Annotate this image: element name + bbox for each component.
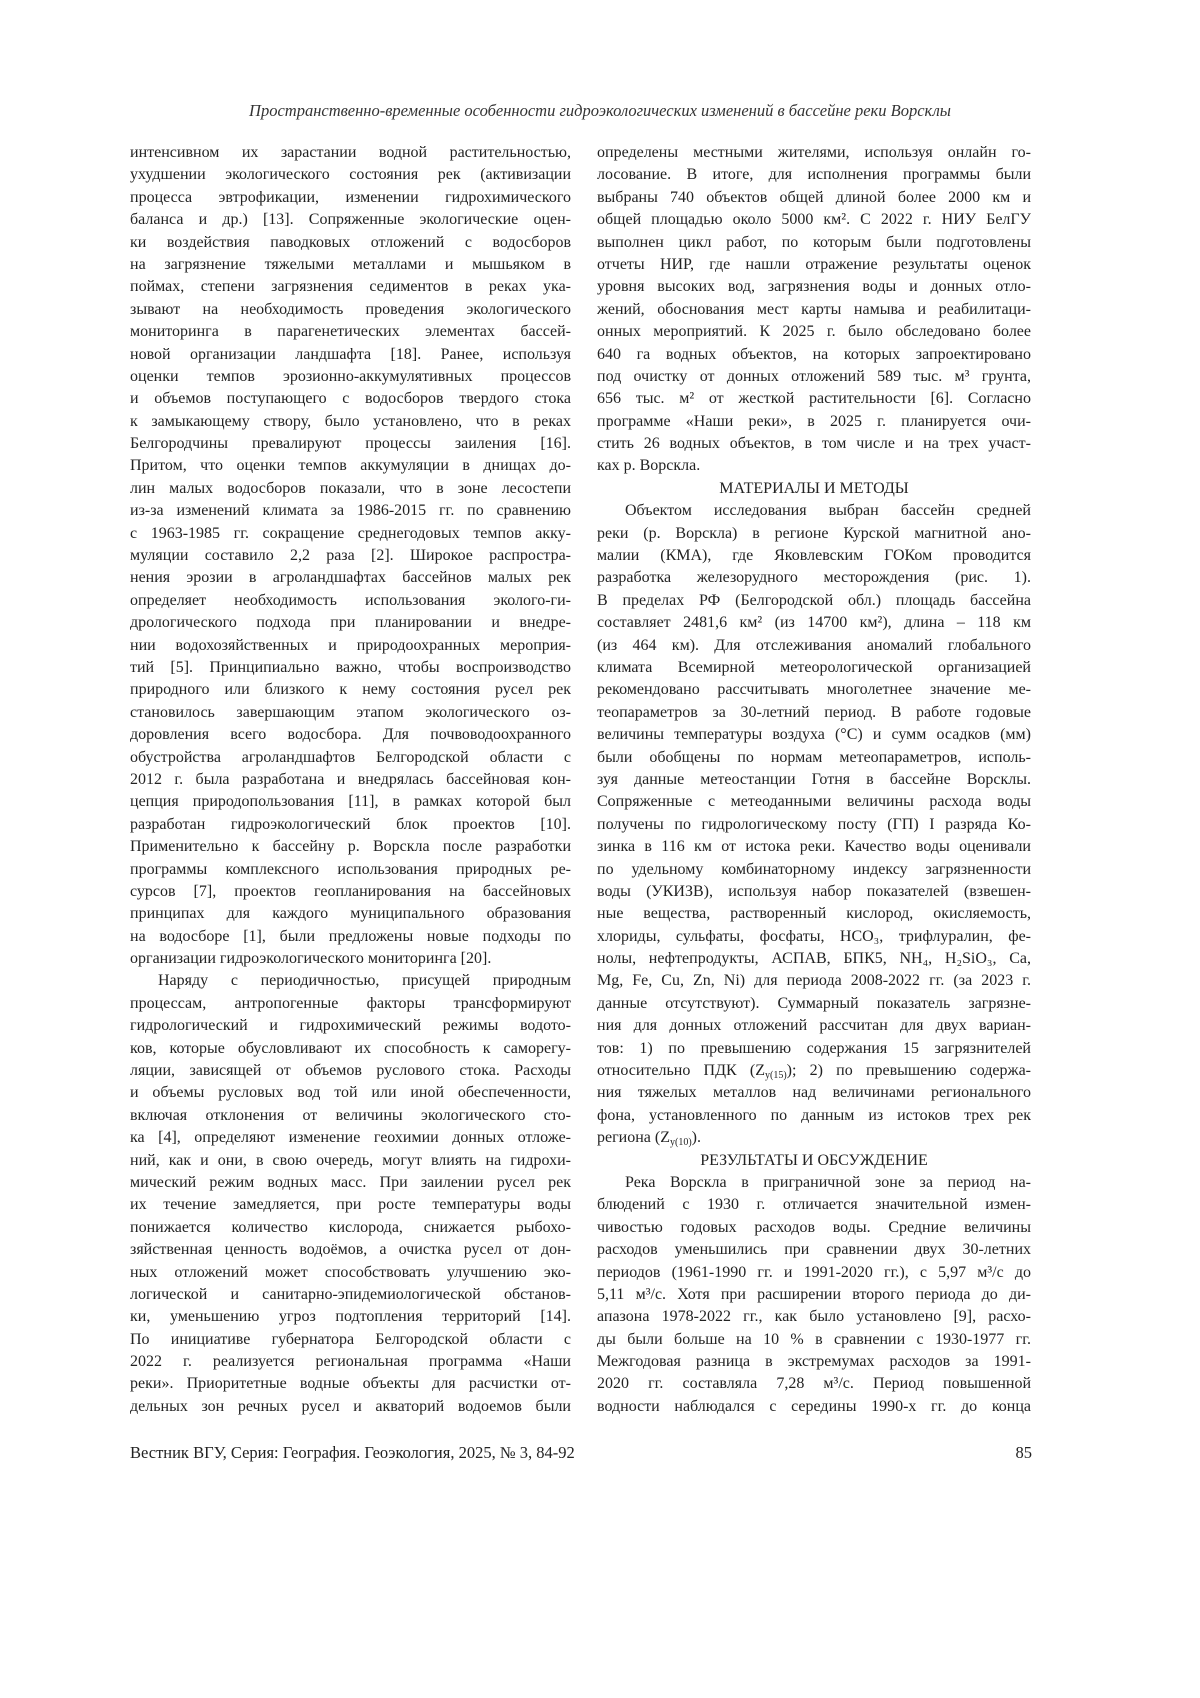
text-line: из-за изменений климата за 1986-2015 гг. по сравнению bbox=[130, 500, 571, 522]
text-line: мический режим водных масс. При заилении русел рек bbox=[130, 1172, 571, 1194]
paragraph bbox=[597, 142, 1031, 478]
text-line: тов: 1) по превышению содержания 15 загрязнителей bbox=[597, 1038, 1031, 1060]
text-line: уровня высоких вод, загрязнения воды и донных отло- bbox=[597, 276, 1031, 298]
text-line: воды (УКИЗВ), используя набор показателей (взвешен- bbox=[597, 881, 1031, 903]
text-line: цепция природопользования [11], в рамках которой был bbox=[130, 791, 571, 813]
text-line: зяйственная ценность водоёмов, а очистка русел от дон- bbox=[130, 1239, 571, 1261]
text-line: лосование. В итоге, для исполнения программы были bbox=[597, 164, 1031, 186]
text-line: понижается количество кислорода, снижается рыбохо- bbox=[130, 1217, 571, 1239]
text-line: Наряду с периодичностью, присущей природным bbox=[130, 970, 571, 992]
text-line: поймах, степени загрязнения седиментов в реках ука- bbox=[130, 276, 571, 298]
text-line: мониторинга в парагенетических элементах бассей- bbox=[130, 321, 571, 343]
text-line: зинка в 116 км от истока реки. Качество воды оценивали bbox=[597, 836, 1031, 858]
text-line: обустройства агроландшафтов Белгородской области с bbox=[130, 747, 571, 769]
text-line: муляции составило 2,2 раза [2]. Широкое распростра- bbox=[130, 545, 571, 567]
text-line: сурсов [7], проектов геопланирования на бассейновых bbox=[130, 881, 571, 903]
text-line: были обобщены по нормам метеопараметров, исполь- bbox=[597, 747, 1031, 769]
text-line: принципах для каждого муниципального образования bbox=[130, 903, 571, 925]
right-column bbox=[597, 142, 1031, 1418]
text-line: ных отложений может способствовать улучшению эко- bbox=[130, 1262, 571, 1284]
text-line: по удельному комбинаторному индексу загрязненности bbox=[597, 859, 1031, 881]
running-header: Пространственно-временные особенности гидроэкологических изменений в бассейне реки Ворсклы bbox=[0, 101, 1200, 121]
text-line: общей площадью около 5000 км². С 2022 г. НИУ БелГУ bbox=[597, 209, 1031, 231]
text-line: составляет 2481,6 км² (из 14700 км²), длина – 118 км bbox=[597, 612, 1031, 634]
text-line: новой организации ландшафта [18]. Ранее, используя bbox=[130, 344, 571, 366]
text-line: ки воздействия паводковых отложений с водосборов bbox=[130, 232, 571, 254]
text-line: 5,11 м³/с. Хотя при расширении второго периода до ди- bbox=[597, 1284, 1031, 1306]
text-line: ния для донных отложений рассчитан для двух вариан- bbox=[597, 1015, 1031, 1037]
text-line: включая отклонения от величины экологического сто- bbox=[130, 1105, 571, 1127]
page-number: 85 bbox=[1012, 1443, 1032, 1463]
text-line: гидрологический и гидрохимический режимы водото- bbox=[130, 1015, 571, 1037]
text-line: фона, установленного по данным из истоков трех рек bbox=[597, 1105, 1031, 1127]
text-line: Притом, что оценки темпов аккумуляции в днищах до- bbox=[130, 455, 571, 477]
text-line: разработка железорудного месторождения (рис. 1). bbox=[597, 567, 1031, 589]
text-line: ные вещества, растворенный кислород, окисляемость, bbox=[597, 903, 1031, 925]
text-line: расходов уменьшились при сравнении двух 30-летних bbox=[597, 1239, 1031, 1261]
text-line: хлориды, сульфаты, фосфаты, HCO₃, трифлуралин, фе- bbox=[597, 926, 1031, 948]
text-line: Объектом исследования выбран бассейн средней bbox=[597, 500, 1031, 522]
paragraph bbox=[130, 142, 571, 970]
text-line: доровления всего водосбора. Для почвоводоохранного bbox=[130, 724, 571, 746]
text-line: отчеты НИР, где нашли отражение результаты оценок bbox=[597, 254, 1031, 276]
text-line: Сопряженные с метеоданными величины расхода воды bbox=[597, 791, 1031, 813]
text-line: 640 га водных объектов, на которых запроектировано bbox=[597, 344, 1031, 366]
text-line: 2022 г. реализуется региональная программа «Наши bbox=[130, 1351, 571, 1373]
text-line: В пределах РФ (Белгородской обл.) площадь бассейна bbox=[597, 590, 1031, 612]
text-line: ний, как и они, в свою очередь, могут влиять на гидрохи- bbox=[130, 1150, 571, 1172]
section-heading: РЕЗУЛЬТАТЫ И ОБСУЖДЕНИЕ bbox=[597, 1150, 1031, 1172]
left-column bbox=[130, 142, 571, 1418]
text-line: оценки темпов эрозионно-аккумулятивных процессов bbox=[130, 366, 571, 388]
text-line: ухудшении экологического состояния рек (активизации bbox=[130, 164, 571, 186]
text-line: и объемы русловых вод той или иной обеспеченности, bbox=[130, 1082, 571, 1104]
text-line: 2012 г. была разработана и внедрялась бассейновая кон- bbox=[130, 769, 571, 791]
text-line: нии водохозяйственных и природоохранных мероприя- bbox=[130, 635, 571, 657]
text-line: получены по гидрологическому посту (ГП) I разряда Ко- bbox=[597, 814, 1031, 836]
text-line: данные отсутствуют). Суммарный показатель загрязне- bbox=[597, 993, 1031, 1015]
text-line: зуя данные метеостанции Готня в бассейне Ворсклы. bbox=[597, 769, 1031, 791]
text-line: программы комплексного использования природных ре- bbox=[130, 859, 571, 881]
text-line: онных мероприятий. К 2025 г. было обследовано более bbox=[597, 321, 1031, 343]
text-line: 2020 гг. составляла 7,28 м³/с. Период повышенной bbox=[597, 1373, 1031, 1395]
text-line: интенсивном их зарастании водной растительностью, bbox=[130, 142, 571, 164]
text-line: ды были больше на 10 % в сравнении с 1930-1977 гг. bbox=[597, 1329, 1031, 1351]
text-line: баланса и др.) [13]. Сопряженные экологические оцен- bbox=[130, 209, 571, 231]
paragraph bbox=[597, 500, 1031, 1149]
text-line: реки (р. Ворскла) в регионе Курской магнитной ано- bbox=[597, 523, 1031, 545]
text-line: нения эрозии в агроландшафтах бассейнов малых рек bbox=[130, 567, 571, 589]
text-line: процесса эвтрофикации, изменении гидрохимического bbox=[130, 187, 571, 209]
text-line: ках р. Ворскла. bbox=[597, 455, 1031, 477]
text-line: блюдений с 1930 г. отличается значительной измен- bbox=[597, 1194, 1031, 1216]
text-line: определяет необходимость использования эколого-ги- bbox=[130, 590, 571, 612]
text-line: Применительно к бассейну р. Ворскла после разработки bbox=[130, 836, 571, 858]
text-line: ляции, зависящей от объемов руслового стока. Расходы bbox=[130, 1060, 571, 1082]
text-line: периодов (1961-1990 гг. и 1991-2020 гг.), с 5,97 м³/с до bbox=[597, 1262, 1031, 1284]
text-line: относительно ПДК (Zу(15)); 2) по превышению содержа- bbox=[597, 1060, 1031, 1082]
text-line: под очистку от донных отложений 589 тыс. м³ грунта, bbox=[597, 366, 1031, 388]
text-line: природного или близкого к нему состояния русел рек bbox=[130, 679, 571, 701]
text-line: апазона 1978-2022 гг., как было установлено [9], расхо- bbox=[597, 1306, 1031, 1328]
text-line: ков, которые обусловливают их способность к саморегу- bbox=[130, 1038, 571, 1060]
text-line: дельных зон речных русел и акваторий водоемов были bbox=[130, 1396, 571, 1418]
text-line: и объемов поступающего с водосборов твердого стока bbox=[130, 388, 571, 410]
text-line: реки». Приоритетные водные объекты для расчистки от- bbox=[130, 1373, 571, 1395]
text-line: ки, уменьшению угроз подтопления территорий [14]. bbox=[130, 1306, 571, 1328]
paragraph bbox=[130, 970, 571, 1418]
text-line: величины температуры воздуха (°С) и сумм осадков (мм) bbox=[597, 724, 1031, 746]
text-line: ка [4], определяют изменение геохимии донных отложе- bbox=[130, 1127, 571, 1149]
text-line: определены местными жителями, используя онлайн го- bbox=[597, 142, 1031, 164]
text-line: региона (Zу(10)). bbox=[597, 1127, 1031, 1149]
text-line: с 1963-1985 гг. сокращение среднегодовых темпов акку- bbox=[130, 523, 571, 545]
text-line: к замыкающему створу, было установлено, что в реках bbox=[130, 411, 571, 433]
text-line: водности наблюдался с середины 1990-х гг. до конца bbox=[597, 1396, 1031, 1418]
text-line: на водосборе [1], были предложены новые подходы по bbox=[130, 926, 571, 948]
text-line: дрологического подхода при планировании и внедре- bbox=[130, 612, 571, 634]
text-line: жений, обоснования мест карты намыва и реабилитаци- bbox=[597, 299, 1031, 321]
text-line: программе «Наши реки», в 2025 г. планируется очи- bbox=[597, 411, 1031, 433]
text-line: ния тяжелых металлов над величинами регионального bbox=[597, 1082, 1031, 1104]
text-line: лин малых водосборов показали, что в зоне лесостепи bbox=[130, 478, 571, 500]
text-line: чивостью годовых расходов воды. Средние величины bbox=[597, 1217, 1031, 1239]
text-line: выбраны 740 объектов общей длиной более 2000 км и bbox=[597, 187, 1031, 209]
journal-citation: Вестник ВГУ, Серия: География. Геоэкология, 2025, № 3, 84-92 bbox=[130, 1443, 575, 1463]
text-line: (из 464 км). Для отслеживания аномалий глобального bbox=[597, 635, 1031, 657]
text-line: Mg, Fe, Cu, Zn, Ni) для периода 2008-2022 гг. (за 2023 г. bbox=[597, 970, 1031, 992]
text-line: зывают на необходимость проведения экологического bbox=[130, 299, 571, 321]
text-line: рекомендовано рассчитывать многолетнее значение ме- bbox=[597, 679, 1031, 701]
text-line: становилось завершающим этапом экологического оз- bbox=[130, 702, 571, 724]
text-line: По инициативе губернатора Белгородской области с bbox=[130, 1329, 571, 1351]
text-line: стить 26 водных объектов, в том числе и на трех участ- bbox=[597, 433, 1031, 455]
subscript: у(15) bbox=[765, 1070, 787, 1081]
text-line: нолы, нефтепродукты, АСПАВ, БПК5, NH₄, H₂SiO₃, Ca, bbox=[597, 948, 1031, 970]
text-line: Межгодовая разница в экстремумах расходов за 1991- bbox=[597, 1351, 1031, 1373]
section-heading: МАТЕРИАЛЫ И МЕТОДЫ bbox=[597, 478, 1031, 500]
text-line: на загрязнение тяжелыми металлами и мышьяком в bbox=[130, 254, 571, 276]
text-line: разработан гидроэкологический блок проектов [10]. bbox=[130, 814, 571, 836]
text-line: их течение замедляется, при росте температуры воды bbox=[130, 1194, 571, 1216]
subscript: у(10) bbox=[670, 1137, 692, 1148]
text-line: 656 тыс. м² от жесткой растительности [6]. Согласно bbox=[597, 388, 1031, 410]
text-line: логической и санитарно-эпидемиологической обстанов- bbox=[130, 1284, 571, 1306]
text-line: малии (КМА), где Яковлевским ГОКом проводится bbox=[597, 545, 1031, 567]
text-line: климата Всемирной метеорологической организацией bbox=[597, 657, 1031, 679]
text-line: выполнен цикл работ, по которым были подготовлены bbox=[597, 232, 1031, 254]
text-line: организации гидроэкологического мониторинга [20]. bbox=[130, 948, 571, 970]
text-line: Белгородчины превалируют процессы заиления [16]. bbox=[130, 433, 571, 455]
paragraph bbox=[597, 1172, 1031, 1418]
text-line: тий [5]. Принципиально важно, чтобы воспроизводство bbox=[130, 657, 571, 679]
text-line: Река Ворскла в приграничной зоне за период на- bbox=[597, 1172, 1031, 1194]
text-line: теопараметров за 30-летний период. В работе годовые bbox=[597, 702, 1031, 724]
text-line: процессам, антропогенные факторы трансформируют bbox=[130, 993, 571, 1015]
